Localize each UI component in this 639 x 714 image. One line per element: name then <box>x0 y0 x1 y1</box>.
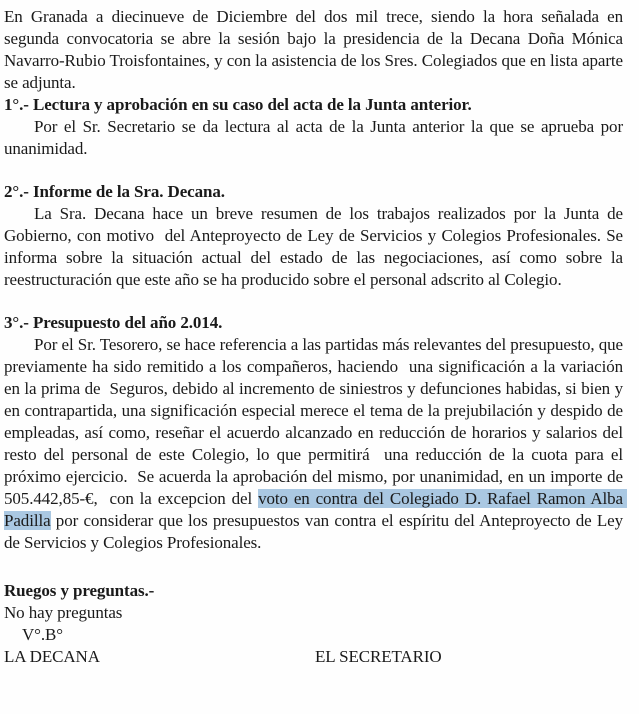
section-1-heading: 1°.- Lectura y aprobación en su caso del acta de la Junta anterior. <box>4 95 472 114</box>
section-3-body <box>4 334 628 554</box>
section-1-body: Por el Sr. Secretario se da lectura al acta de la Junta anterior la que se aprueba por unanimidad. <box>4 117 628 158</box>
section-2-heading: 2°.- Informe de la Sra. Decana. <box>4 182 225 201</box>
section-2-body: La Sra. Decana hace un breve resumen de los trabajos realizados por la Junta de Gobierno, con motivo del Anteproyecto de Ley de Servicios y Colegios Profesionales. Se informa sobre la situación actual del estado de las negociaciones, así como sobre la reestructuración que este año se ha producido sobre el personal adscrito al Colegio. <box>4 204 628 289</box>
intro-paragraph: En Granada a diecinueve de Diciembre del dos mil trece, siendo la hora señalada en segunda convocatoria se abre la sesión bajo la presidencia de la Decana Doña Mónica Navarro-Rubio Troisfontaines, y con la asistencia de los Sres. Colegiados que en lista aparte se adjunta. <box>4 7 628 92</box>
signature-el-secretario: EL SECRETARIO <box>315 647 442 666</box>
budget-text-after-highlight: por considerar que los presupuestos van contra el espíritu del Anteproyecto de Ley de Servicios y Colegios Profesionales. <box>4 511 628 552</box>
no-questions-line: No hay preguntas <box>4 603 123 622</box>
visto-bueno-line: V°.B° <box>22 625 63 644</box>
budget-text-before-highlight: Por el Sr. Tesorero, se hace referencia a las partidas más relevantes del presupuesto, que previamente ha sido remitido a los compañeros, haciendo una significación a la variación en la prima de Seguros, debido al incremento de siniestros y defunciones habidas, si bien y en contrapartida, una significación especial merece el tema de la prejubilación y despido de empleadas, así como, reseñar el acuerdo alcanzado en reducción de horarios y salarios del resto del personal de este Colegio, lo que permitirá una reducción de la cuota para el próximo ejercicio. Se acuerda la aprobación del mismo, por unanimidad, en un importe de 505.442,85-€, con la excepcion del <box>4 335 628 508</box>
highlighted-dissent-text: voto en contra del Colegiado D. Rafael Ramon Alba Padilla <box>4 489 628 530</box>
section-3-heading: 3°.- Presupuesto del año 2.014. <box>4 313 223 332</box>
signature-la-decana: LA DECANA <box>4 647 100 666</box>
ruegos-y-preguntas-heading: Ruegos y preguntas.- <box>4 581 155 600</box>
signature-row <box>4 646 623 668</box>
